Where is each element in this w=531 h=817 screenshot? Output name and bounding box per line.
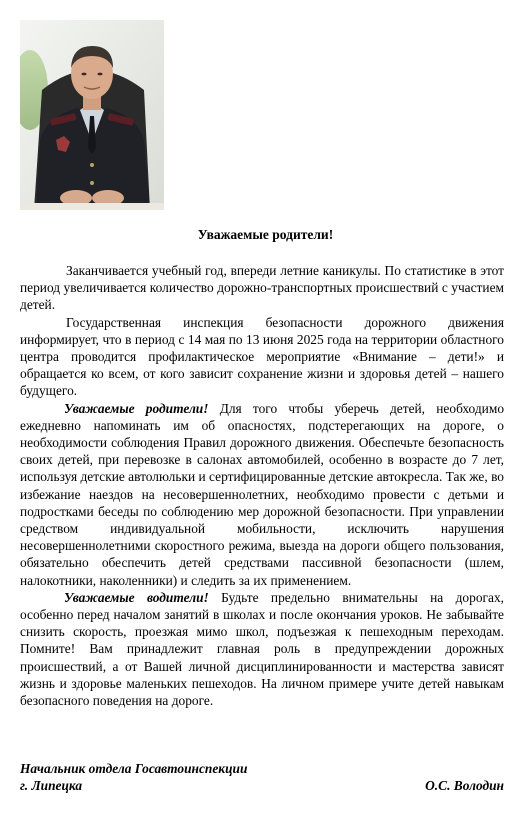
paragraph-4-lead: Уважаемые водители! bbox=[64, 589, 209, 605]
document-title: Уважаемые родители! bbox=[197, 227, 334, 242]
paragraph-4 bbox=[20, 589, 504, 709]
signature-name: О.С. Володин bbox=[425, 778, 504, 793]
paragraph-3-text: Для того чтобы уберечь детей, необходимо ежедневно напоминать им об опасностях, подстерегающих на дороге, о необходимости соблюдения Правил дорожного движения. Обеспечьте безопасность своих детей, при перевозке в салонах автомобилей, особенно в возрасте до 7 лет, используя детские автолюльки и сертифицированные детские автокресла. Так же, во избежание наездов на несовершеннолетних, необходимо провести с детьми и подростками беседы по соблюдению мер дорожной безопасности. При управлении средством индивидуальной мобильности, исключить нарушения несовершеннолетними скоростного режима, выезда на дороги общего пользования, обязательно обеспечить детей средствами пассивной безопасности (шлем, налокотники, наколенники) и следить за их применением. bbox=[20, 400, 505, 588]
paragraph-3-lead: Уважаемые родители! bbox=[64, 400, 209, 416]
paragraph-2 bbox=[20, 314, 504, 400]
signature-block bbox=[20, 760, 504, 794]
paragraph-3 bbox=[20, 400, 504, 589]
signature-position-line2: г. Липецка bbox=[20, 778, 83, 793]
paragraph-1-text: Заканчивается учебный год, впереди летние каникулы. По статистике в этот период увеличивается количество дорожно-транспортных происшествий с участием детей. bbox=[20, 263, 504, 313]
paragraph-4-text: Будьте предельно внимательны на дорогах, особенно перед началом занятий в школах и после окончания уроков. Не забывайте снизить скорость, проезжая мимо школ, подъезжая к пешеходным переходам. Помните! Вам принадлежит главная роль в предупреждении дорожных происшествий, а от Вашей личной дисциплинированности и мастерства зависят жизнь и здоровье маленьких пешеходов. На личном примере учите детей навыкам безопасного поведения на дороге. bbox=[20, 589, 504, 709]
signature-row bbox=[20, 777, 504, 794]
signature-position-line1: Начальник отдела Госавтоинспекции bbox=[20, 761, 248, 776]
paragraph-1 bbox=[20, 262, 504, 314]
paragraph-2-text: Государственная инспекция безопасности дорожного движения информирует, что в период с 14 мая по 13 июня 2025 года на территории областного центра проводится профилактическое мероприятие «Внимание – дети!» и обращается ко всем, от кого зависит сохранение жизни и здоровья детей – нашего будущего. bbox=[20, 314, 504, 399]
document-body bbox=[20, 262, 504, 709]
officer-portrait-photo bbox=[20, 20, 164, 210]
